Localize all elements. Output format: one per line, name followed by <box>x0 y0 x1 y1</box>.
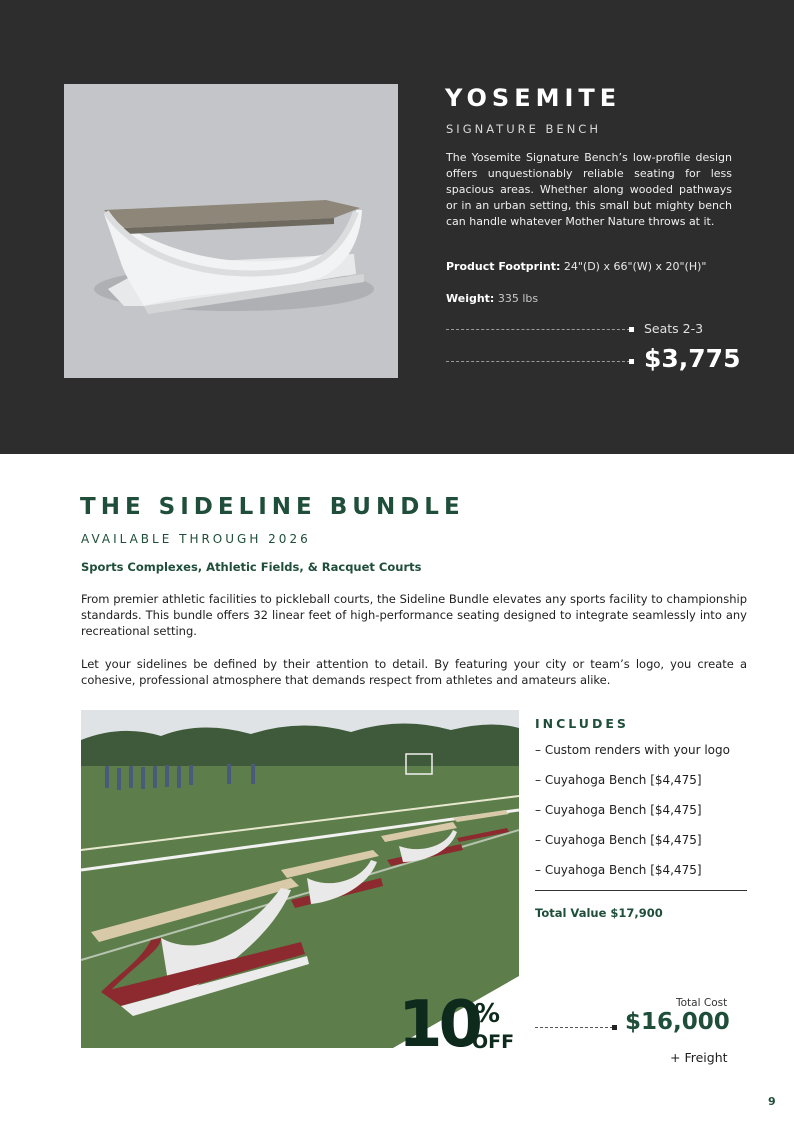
product-description: The Yosemite Signature Bench’s low-profile design offers unquestionably reliable seating for less spacious areas. Whether along wooded pathways or in an urban setting, this small but mighty bench can handle whatever Mother Nature throws at it. <box>446 151 732 228</box>
weight-value: 335 lbs <box>494 292 539 305</box>
discount-badge <box>398 986 526 1066</box>
includes-divider <box>535 890 747 891</box>
total-cost-leader-line <box>535 1027 613 1028</box>
bundle-title: THE SIDELINE BUNDLE <box>80 494 465 520</box>
includes-item: – Cuyahoga Bench [$4,475] <box>535 773 702 787</box>
includes-item: – Cuyahoga Bench [$4,475] <box>535 803 702 817</box>
footprint-label: Product Footprint: <box>446 260 561 273</box>
total-cost-label: Total Cost <box>676 997 728 1009</box>
includes-list <box>535 742 730 892</box>
bundle-paragraph-1: From premier athletic facilities to pickleball courts, the Sideline Bundle elevates any sports facility to championship standards. This bundle offers 32 linear feet of high-performance seating designed to integrate seamlessly into any recreational setting. <box>81 592 747 638</box>
includes-item: – Cuyahoga Bench [$4,475] <box>535 833 702 847</box>
freight-note: + Freight <box>670 1050 728 1065</box>
bundle-paragraph-2: Let your sidelines be defined by their attention to detail. By featuring your city or team’s logo, you create a cohesive, professional atmosphere that demands respect from athletes and amateurs alike. <box>81 657 747 687</box>
product-subtitle: SIGNATURE BENCH <box>446 122 601 136</box>
page-number: 9 <box>768 1095 776 1108</box>
footprint-value: 24"(D) x 66"(W) x 20"(H)" <box>560 260 707 273</box>
includes-item: – Custom renders with your logo <box>535 743 730 757</box>
product-price: $3,775 <box>644 344 741 373</box>
bundle-venues: Sports Complexes, Athletic Fields, & Racquet Courts <box>81 560 422 574</box>
product-name: YOSEMITE <box>445 84 622 112</box>
yosemite-bench-image <box>64 84 398 378</box>
product-weight <box>446 292 538 305</box>
product-footprint <box>446 260 706 273</box>
price-leader-line <box>446 361 630 362</box>
weight-label: Weight: <box>446 292 495 305</box>
seats-leader-line <box>446 329 630 330</box>
total-cost: $16,000 <box>625 1009 730 1035</box>
discount-number: 10 <box>398 988 480 1062</box>
discount-percent: % <box>474 999 501 1029</box>
includes-item: – Cuyahoga Bench [$4,475] <box>535 863 702 877</box>
bundle-availability: AVAILABLE THROUGH 2026 <box>81 532 311 546</box>
includes-title: INCLUDES <box>535 716 629 731</box>
seats-capacity: Seats 2-3 <box>644 321 704 336</box>
discount-word: OFF <box>472 1031 515 1053</box>
total-value: Total Value $17,900 <box>535 906 663 920</box>
